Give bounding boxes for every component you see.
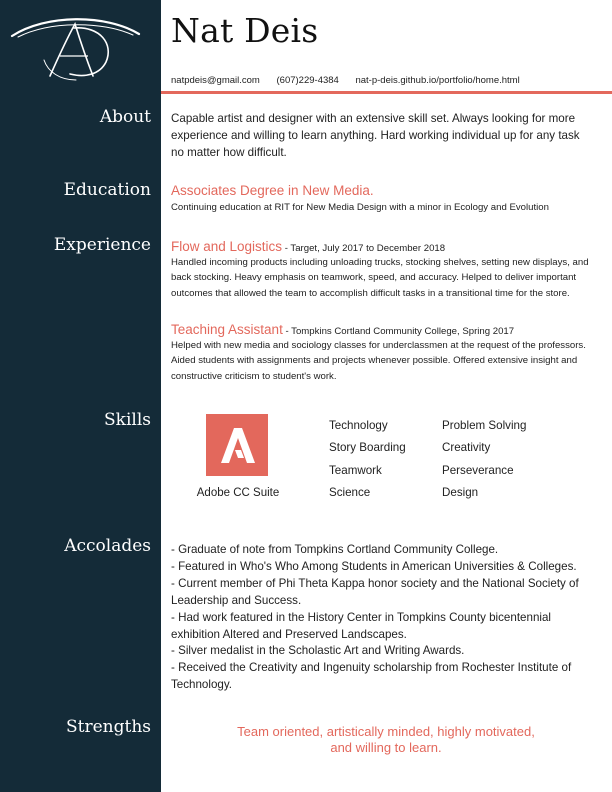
accolade-item: - Received the Creativity and Ingenuity scholarship from Rochester Institute of Technology. <box>171 661 572 692</box>
accolade-item: - Had work featured in the History Center in Tompkins County bicentennial exhibition Altered and Preserved Landscapes. <box>171 610 551 641</box>
skill-item: Teamwork <box>329 463 382 477</box>
sidebar <box>0 0 161 792</box>
skill-item: Science <box>329 485 371 499</box>
page-title: Nat Deis <box>171 11 319 50</box>
skill-item: Design <box>442 485 479 499</box>
header-divider <box>161 91 612 94</box>
accolade-item: - Current member of Phi Theta Kappa honor society and the National Society of Leadership and Success. <box>171 576 579 607</box>
experience-title: Teaching Assistant <box>171 322 283 337</box>
accolades-list <box>171 542 596 694</box>
phone-number: (607)229-4384 <box>276 75 339 86</box>
experience-meta: - Tompkins Cortland Community College, Spring 2017 <box>282 326 515 337</box>
email-link[interactable]: natpdeis@gmail.com <box>171 75 260 86</box>
contact-line <box>171 75 520 86</box>
skill-item: Creativity <box>442 441 491 455</box>
experience-title: Flow and Logistics <box>171 239 283 254</box>
website-link[interactable]: nat-p-deis.github.io/portfolio/home.html <box>355 75 520 86</box>
skills-column-1 <box>329 415 406 504</box>
strengths-text: Team oriented, artistically minded, highly motivated, and willing to learn. <box>237 724 535 755</box>
experience-description: Handled incoming products including unloading trucks, stocking shelves, setting new displays, and back stocking. Heavy emphasis on teamwork, speed, and accuracy. Helped to deliver important outcomes that allowed the team to accomplish difficult tasks in a transitional time for the store. <box>171 257 589 299</box>
monogram-logo-icon <box>8 10 143 82</box>
skill-item: Problem Solving <box>442 419 527 432</box>
accolade-item: - Featured in Who's Who Among Students in American Universities & Colleges. <box>171 559 577 573</box>
skill-item: Technology <box>329 419 388 432</box>
education-detail: Continuing education at RIT for New Media Design with a minor in Ecology and Evolution <box>171 202 549 213</box>
about-text: Capable artist and designer with an extensive skill set. Always looking for more experience and willing to learn anything. Hard working individual up for any task no matter how difficult. <box>171 112 580 159</box>
section-label-about: About <box>99 107 151 127</box>
experience-item <box>171 238 591 256</box>
section-label-strengths: Strengths <box>66 717 151 737</box>
experience-meta: - Target, July 2017 to December 2018 <box>282 243 446 254</box>
adobe-logo-icon <box>206 414 268 476</box>
education-degree: Associates Degree in New Media. <box>171 183 374 198</box>
education-section <box>171 183 591 198</box>
experience-item <box>171 321 591 339</box>
section-label-accolades: Accolades <box>64 536 151 556</box>
section-label-skills: Skills <box>104 410 151 430</box>
accolade-item: - Silver medalist in the Scholastic Art and Writing Awards. <box>171 644 465 658</box>
section-label-experience: Experience <box>53 235 151 255</box>
section-label-education: Education <box>63 180 151 200</box>
skill-item: Perseverance <box>442 463 514 477</box>
adobe-suite-label: Adobe CC Suite <box>196 487 280 499</box>
experience-description: Helped with new media and sociology classes for underclassmen at the request of the professors. Aided students with assignments and projects whenever possible. Offered extensive insight and constructive criticism to student's work. <box>171 340 586 382</box>
skills-column-2 <box>442 415 526 504</box>
skill-item: Story Boarding <box>329 441 406 455</box>
accolade-item: - Graduate of note from Tompkins Cortland Community College. <box>171 543 499 556</box>
